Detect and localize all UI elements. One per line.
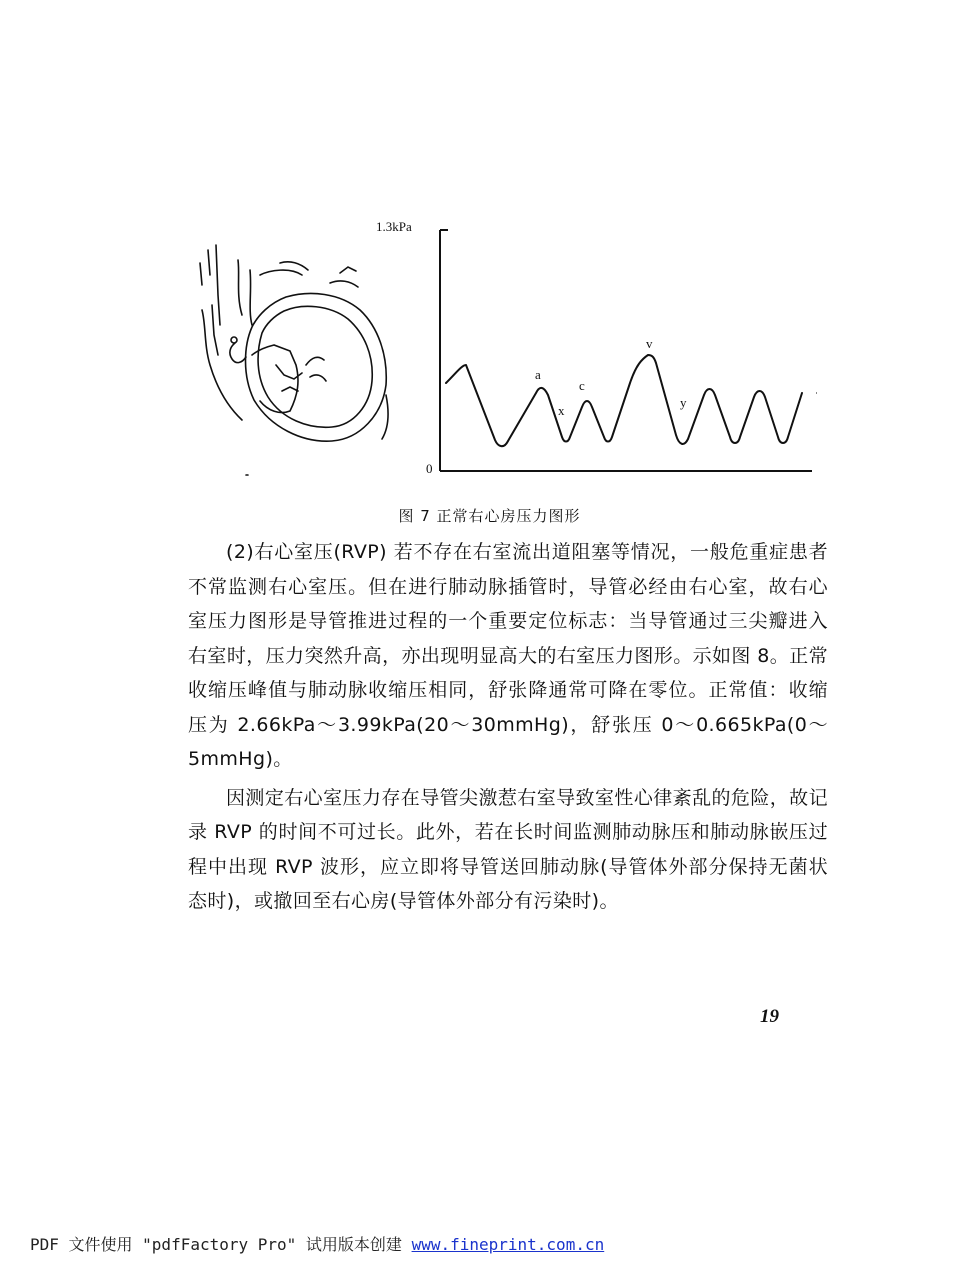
figure-7 — [190, 215, 830, 490]
figure-caption: 图 7 正常右心房压力图形 — [398, 507, 581, 525]
paragraph-rvp-risk: 因测定右心室压力存在导管尖激惹右室导致室性心律紊乱的危险，故记录 RVP 的时间不可过长。此外，若在长时间监测肺动脉压和肺动脉嵌压过程中出现 RVP 波形，应立即将导管送回肺动脉(导管体外部分保持无菌状态时)，或撤回至右心房(导管体外部分有污染时)。 — [188, 786, 828, 912]
wave-label-x: x — [558, 403, 565, 418]
wave-label-c: c — [579, 378, 585, 393]
wave-label-v: v — [646, 336, 653, 351]
pdf-footer — [30, 1232, 604, 1255]
pressure-chart-axes — [440, 230, 812, 471]
heart-illustration — [200, 245, 388, 475]
y-axis-top-label: 1.3kPa — [376, 219, 412, 234]
page-number: 19 — [760, 1006, 779, 1027]
figure-drawing — [190, 215, 830, 490]
y-axis-zero-label: 0 — [426, 461, 433, 476]
right-atrial-pressure-waveform — [446, 355, 802, 446]
wave-label-a: a — [535, 367, 541, 382]
paragraph-rvp: (2)右心室压(RVP) 若不存在右室流出道阻塞等情况，一般危重症患者不常监测右心室压。但在进行肺动脉插管时，导管必经由右心室，故右心室压力图形是导管推进过程的一个重要定位标志：当导管通过三尖瓣进入右室时，压力突然升高，亦出现明显高大的右室压力图形。示如图 8。正常收缩压峰值与肺动脉收缩压相同，舒张降通常可降在零位。正常值：收缩压为 2.66kPa～3.99kPa(20～30mmHg)，舒张压 0～0.665kPa(0～5mmHg)。 — [188, 541, 828, 770]
body-text — [188, 535, 828, 923]
footer-link[interactable]: www.fineprint.com.cn — [411, 1235, 605, 1254]
footer-text: PDF 文件使用 "pdfFactory Pro" 试用版本创建 — [30, 1235, 412, 1254]
wave-label-y: y — [680, 395, 687, 410]
